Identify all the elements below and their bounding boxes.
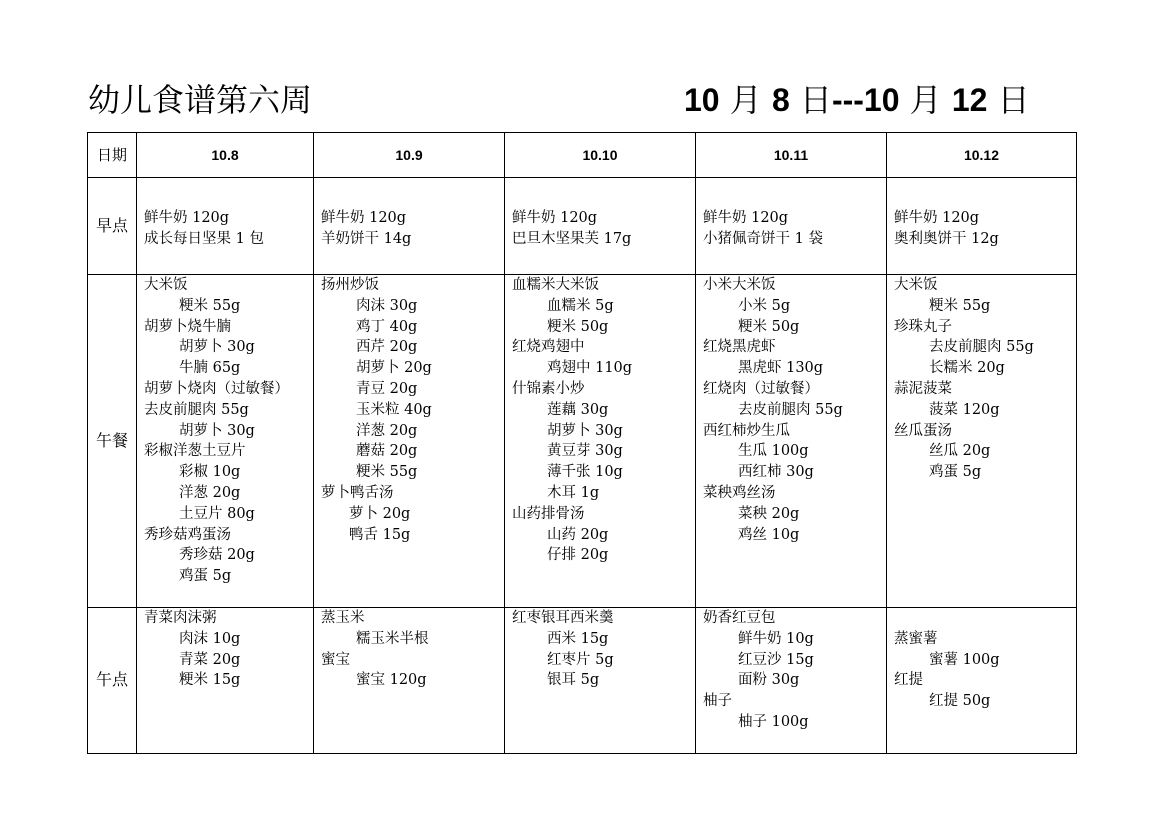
- meal-cell: [137, 608, 314, 754]
- menu-item: 血糯米大米饭: [512, 277, 599, 293]
- menu-item: 洋葱 20g: [179, 484, 241, 501]
- menu-item: 巴旦木坚果芙 17g: [512, 230, 632, 247]
- menu-item: 鸡蛋 5g: [179, 568, 232, 585]
- meal-cell: [887, 275, 1077, 608]
- menu-item: 柚子 100g: [738, 713, 809, 730]
- menu-item: 蜜薯 100g: [929, 651, 1000, 668]
- menu-item: 西红柿 30g: [738, 464, 814, 481]
- menu-item: 山药 20g: [547, 526, 609, 543]
- menu-item: 鲜牛奶 120g: [144, 210, 230, 226]
- menu-item: 西红柿炒生瓜: [703, 422, 790, 439]
- end-day: 12: [951, 82, 988, 118]
- menu-item: 大米饭: [894, 277, 938, 293]
- menu-item: 长糯米 20g: [929, 360, 1005, 377]
- menu-item: 仔排 20g: [547, 547, 609, 564]
- menu-item: 菜秧鸡丝汤: [703, 484, 776, 501]
- meal-cell: [137, 178, 314, 275]
- menu-item: 洋葱 20g: [356, 422, 418, 439]
- date-header: 10.10: [505, 133, 696, 178]
- menu-item: 生瓜 100g: [738, 443, 809, 460]
- row-label-breakfast: 早点: [88, 178, 137, 275]
- day-char-2: 日: [997, 81, 1030, 119]
- menu-item: 丝瓜 20g: [929, 443, 991, 460]
- menu-item: 胡萝卜 30g: [547, 422, 623, 439]
- meal-cell: [314, 275, 505, 608]
- menu-item: 牛腩 65g: [179, 360, 241, 377]
- menu-item: 红提 50g: [929, 693, 991, 710]
- header-label: 日期: [88, 133, 137, 178]
- menu-item: 红枣银耳西米羹: [512, 610, 614, 626]
- menu-item: 蒜泥菠菜: [894, 380, 952, 397]
- meal-list: [137, 178, 313, 250]
- meal-list: [137, 608, 313, 691]
- menu-item: 粳米 55g: [929, 297, 991, 314]
- menu-item: 什锦素小炒: [512, 380, 585, 397]
- menu-item: 奥利奥饼干 12g: [894, 230, 999, 247]
- date-header: 10.11: [696, 133, 887, 178]
- meal-list: [887, 178, 1076, 250]
- menu-item: 粳米 50g: [547, 318, 609, 335]
- meal-cell: [887, 178, 1077, 275]
- meal-list: [505, 608, 695, 691]
- menu-item: 银耳 5g: [547, 672, 600, 689]
- menu-item: [894, 608, 1070, 629]
- menu-item: 秀珍菇鸡蛋汤: [144, 526, 231, 543]
- menu-item: 奶香红豆包: [703, 610, 776, 626]
- meal-cell: [314, 608, 505, 754]
- menu-item: 薄千张 10g: [547, 464, 623, 481]
- menu-item: 鸡翅中 110g: [547, 360, 633, 377]
- menu-table: [87, 132, 1077, 754]
- menu-item: 萝卜 20g: [349, 505, 411, 522]
- meal-cell: [887, 608, 1077, 754]
- header-row: [88, 133, 1077, 178]
- meal-cell: [505, 178, 696, 275]
- menu-item: 莲藕 30g: [547, 401, 609, 418]
- menu-item: 菠菜 120g: [929, 401, 1000, 418]
- meal-list: [505, 275, 695, 566]
- menu-item: 红豆沙 15g: [738, 651, 814, 668]
- meal-list: [887, 275, 1076, 483]
- menu-item: 粳米 50g: [738, 318, 800, 335]
- menu-item: 去皮前腿肉 55g: [929, 339, 1034, 356]
- menu-item: 胡萝卜烧肉（过敏餐） 去皮前腿肉 55g: [144, 380, 301, 418]
- menu-item: 丝瓜蛋汤: [894, 422, 952, 439]
- page-title: 幼儿食谱第六周: [88, 81, 313, 119]
- menu-item: 蜜宝 120g: [356, 672, 427, 689]
- breakfast-row: [88, 178, 1077, 275]
- menu-item: 黑虎虾 130g: [738, 360, 824, 377]
- menu-item: 糯玉米半根: [356, 630, 429, 647]
- menu-item: 柚子: [703, 693, 732, 710]
- menu-item: 粳米 15g: [179, 672, 241, 689]
- meal-cell: [137, 275, 314, 608]
- menu-item: 成长每日坚果 1 包: [144, 230, 264, 247]
- menu-item: 鲜牛奶 120g: [703, 210, 789, 226]
- menu-item: 鲜牛奶 10g: [738, 630, 814, 647]
- menu-item: 大米饭: [144, 277, 188, 293]
- menu-item: 蒸蜜薯: [894, 630, 938, 647]
- menu-item: 红烧黑虎虾: [703, 339, 776, 356]
- menu-item: 小米 5g: [738, 297, 791, 314]
- row-label-snack: 午点: [88, 608, 137, 754]
- menu-item: 青菜 20g: [179, 651, 241, 668]
- start-month: 10: [684, 82, 720, 118]
- menu-item: 小猪佩奇饼干 1 袋: [703, 230, 823, 247]
- menu-item: 红烧鸡翅中: [512, 339, 585, 356]
- menu-item: 蘑菇 20g: [356, 443, 418, 460]
- meal-list: [314, 178, 504, 250]
- menu-item: 鸡蛋 5g: [929, 464, 982, 481]
- menu-item: 西米 15g: [547, 630, 609, 647]
- meal-list: [505, 178, 695, 250]
- meal-cell: [314, 178, 505, 275]
- menu-item: 木耳 1g: [547, 484, 600, 501]
- menu-item: 粳米 55g: [356, 464, 418, 481]
- meal-cell: [505, 275, 696, 608]
- date-header: 10.12: [887, 133, 1077, 178]
- menu-item: 珍珠丸子: [894, 318, 952, 335]
- menu-item: 粳米 55g: [179, 297, 241, 314]
- menu-item: 面粉 30g: [738, 672, 800, 689]
- lunch-row: [88, 275, 1077, 608]
- meal-cell: [696, 178, 887, 275]
- snack-row: [88, 608, 1077, 754]
- menu-item: 西芹 20g: [356, 339, 418, 356]
- menu-item: 胡萝卜 30g: [179, 339, 255, 356]
- date-header: 10.8: [137, 133, 314, 178]
- meal-cell: [696, 608, 887, 754]
- row-label-lunch: 午餐: [88, 275, 137, 608]
- meal-list: [314, 275, 504, 545]
- date-range: [684, 78, 1030, 122]
- menu-item: 鸡丁 40g: [356, 318, 418, 335]
- meal-list: [696, 275, 886, 545]
- menu-item: 鲜牛奶 120g: [321, 210, 407, 226]
- day-char-1: 日: [799, 81, 832, 119]
- date-header: 10.9: [314, 133, 505, 178]
- menu-item: 鲜牛奶 120g: [512, 210, 598, 226]
- menu-item: 红提: [894, 672, 923, 689]
- menu-item: 鸡丝 10g: [738, 526, 800, 543]
- meal-cell: [505, 608, 696, 754]
- menu-item: 胡萝卜烧牛腩: [144, 318, 231, 335]
- menu-item: 土豆片 80g: [179, 505, 255, 522]
- meal-list: [696, 608, 886, 733]
- menu-item: 黄豆芽 30g: [547, 443, 623, 460]
- menu-item: 羊奶饼干 14g: [321, 230, 412, 247]
- menu-item: 山药排骨汤: [512, 505, 585, 522]
- menu-item: 鸭舌 15g: [349, 526, 411, 543]
- menu-item: 玉米粒 40g: [356, 401, 432, 418]
- menu-item: 蒸玉米: [321, 610, 365, 626]
- menu-item: 去皮前腿肉 55g: [738, 401, 843, 418]
- menu-item: 小米大米饭: [703, 277, 776, 293]
- menu-item: 青菜肉沫粥: [144, 610, 217, 626]
- menu-item: 血糯米 5g: [547, 297, 614, 314]
- menu-item: 肉沫 30g: [356, 297, 418, 314]
- menu-item: 青豆 20g: [356, 380, 418, 397]
- range-separator: ---: [831, 82, 864, 118]
- start-day: 8: [771, 82, 790, 118]
- menu-item: 彩椒 10g: [179, 464, 241, 481]
- meal-list: [314, 608, 504, 691]
- menu-item: 胡萝卜 20g: [356, 360, 432, 377]
- meal-cell: [696, 275, 887, 608]
- menu-item: 彩椒洋葱土豆片: [144, 443, 246, 460]
- menu-item: 肉沫 10g: [179, 630, 241, 647]
- month-char-2: 月: [909, 81, 942, 119]
- menu-item: 红烧肉（过敏餐）: [703, 380, 819, 397]
- menu-item: 扬州炒饭: [321, 277, 379, 293]
- menu-item: 蜜宝: [321, 651, 350, 668]
- menu-item: 红枣片 5g: [547, 651, 614, 668]
- meal-list: [887, 608, 1076, 712]
- meal-list: [696, 178, 886, 250]
- meal-list: [137, 275, 313, 587]
- menu-item: 鲜牛奶 120g: [894, 210, 980, 226]
- menu-item: 菜秧 20g: [738, 505, 800, 522]
- menu-item: 萝卜鸭舌汤: [321, 484, 394, 501]
- month-char-1: 月: [729, 81, 762, 119]
- end-month: 10: [863, 82, 900, 118]
- menu-item: 胡萝卜 30g: [179, 422, 255, 439]
- menu-item: 秀珍菇 20g: [179, 547, 255, 564]
